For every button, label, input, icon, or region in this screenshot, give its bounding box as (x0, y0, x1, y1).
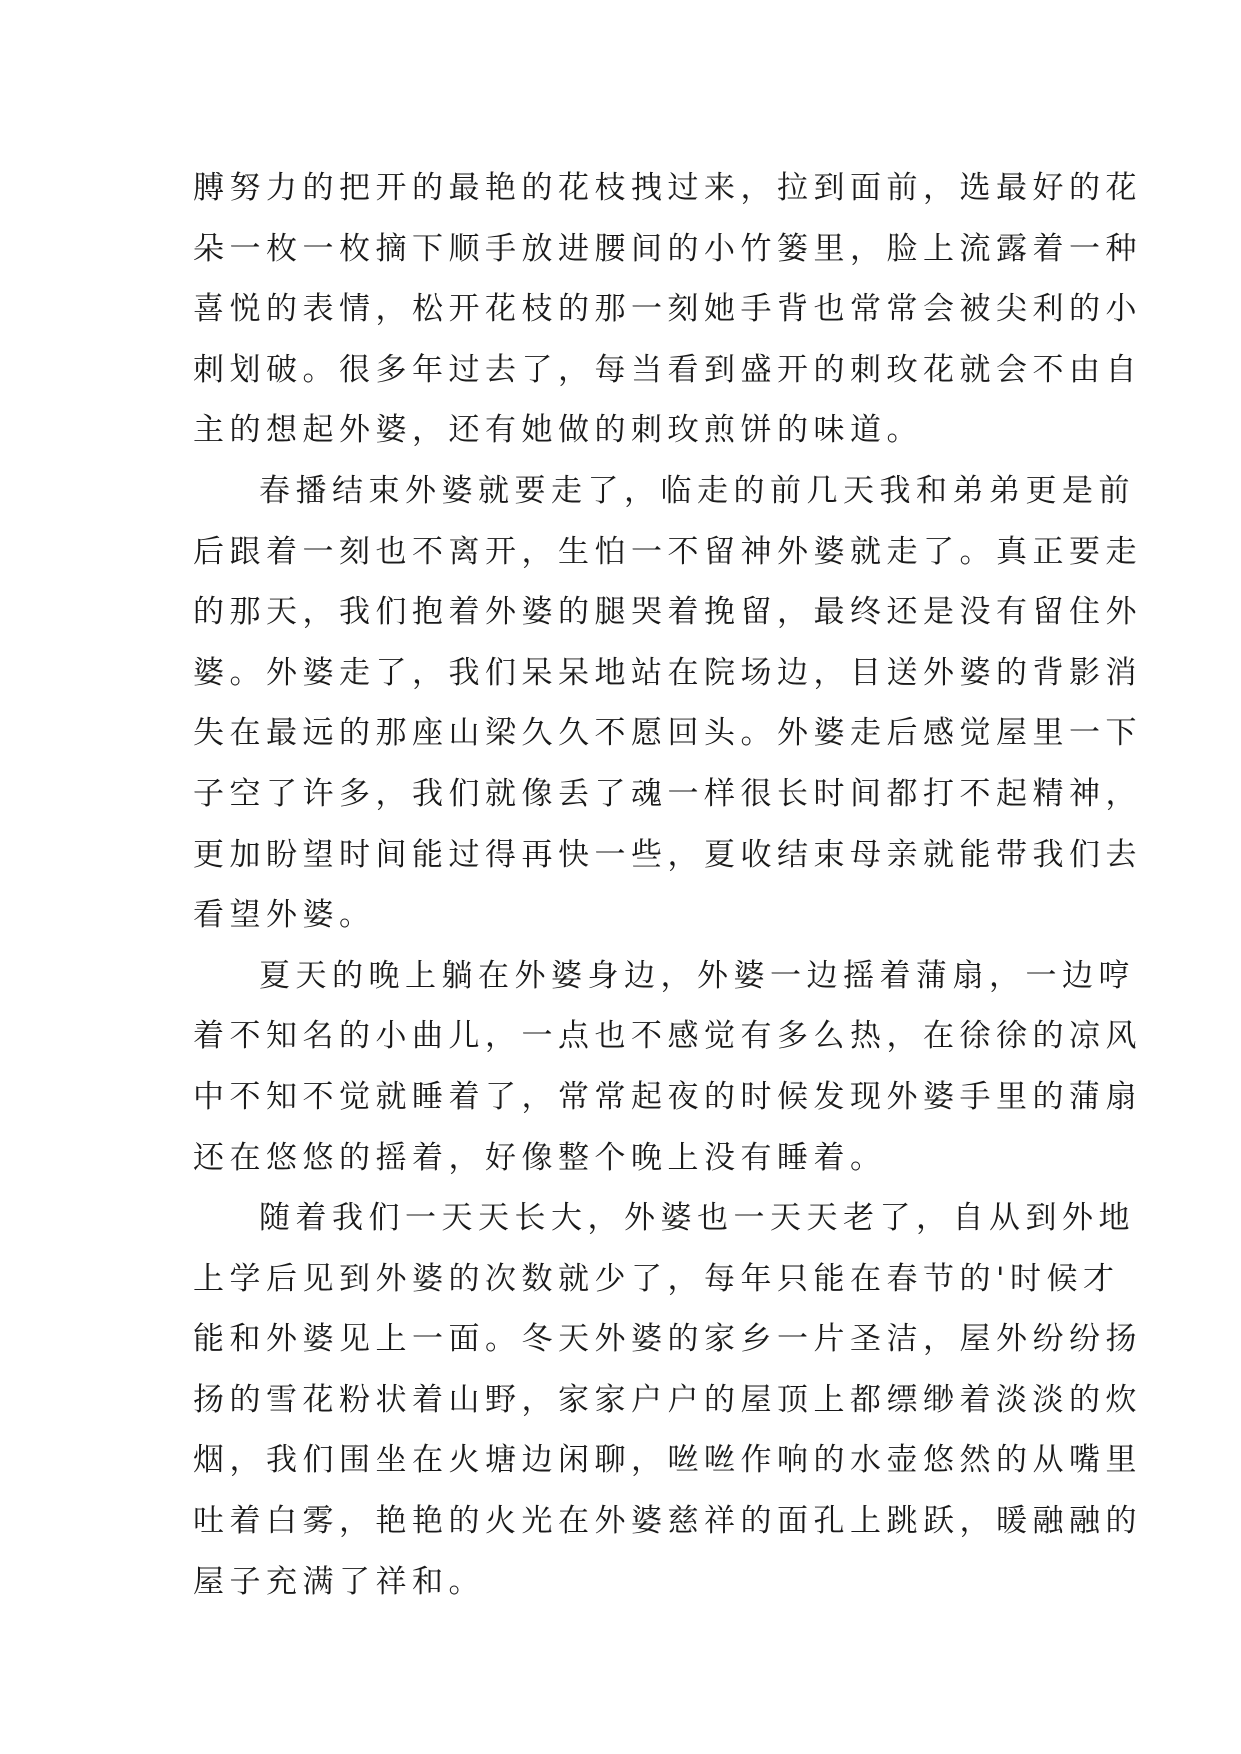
text-line: 膊努力的把开的最艳的花枝拽过来，拉到面前，选最好的花 (193, 170, 1142, 206)
text-line: 子空了许多，我们就像丢了魂一样很长时间都打不起精神， (193, 775, 1142, 812)
text-line: 中不知不觉就睡着了，常常起夜的时候发现外婆手里的蒲扇 (193, 1078, 1142, 1115)
text-line: 扬的雪花粉状着山野，家家户户的屋顶上都缥缈着淡淡的炊 (193, 1381, 1142, 1418)
text-line: 更加盼望时间能过得再快一些，夏收结束母亲就能带我们去 (193, 836, 1142, 873)
text-line: 上学后见到外婆的次数就少了，每年只能在春节的'时候才 (193, 1260, 1120, 1297)
paragraph-first-line: 春播结束外婆就要走了，临走的前几天我和弟弟更是前 (259, 472, 1135, 509)
text-line: 后跟着一刻也不离开，生怕一不留神外婆就走了。真正要走 (193, 533, 1142, 570)
text-line: 看望外婆。 (193, 897, 376, 934)
text-line: 能和外婆见上一面。冬天外婆的家乡一片圣洁，屋外纷纷扬 (193, 1321, 1142, 1358)
text-line: 失在最远的那座山梁久久不愿回头。外婆走后感觉屋里一下 (193, 715, 1142, 752)
text-line: 吐着白雾，艳艳的火光在外婆慈祥的面孔上跳跃，暖融融的 (193, 1503, 1142, 1540)
text-line: 烟，我们围坐在火塘边闲聊，咝咝作响的水壶悠然的从嘴里 (193, 1442, 1142, 1479)
paragraph-first-line: 夏天的晚上躺在外婆身边，外婆一边摇着蒲扇，一边哼 (259, 957, 1135, 994)
text-line: 着不知名的小曲儿，一点也不感觉有多么热，在徐徐的凉风 (193, 1018, 1142, 1055)
text-line: 屋子充满了祥和。 (193, 1563, 485, 1600)
text-line: 喜悦的表情，松开花枝的那一刻她手背也常常会被尖利的小 (193, 291, 1142, 328)
text-line: 婆。外婆走了，我们呆呆地站在院场边，目送外婆的背影消 (193, 654, 1142, 691)
document-body (193, 158, 1142, 1612)
text-line: 还在悠悠的摇着，好像整个晚上没有睡着。 (193, 1139, 887, 1176)
text-line: 主的想起外婆，还有她做的刺玫煎饼的味道。 (193, 412, 923, 449)
text-line: 朵一枚一枚摘下顺手放进腰间的小竹篓里，脸上流露着一种 (193, 230, 1142, 267)
paragraph-first-line: 随着我们一天天长大，外婆也一天天老了，自从到外地 (259, 1200, 1135, 1237)
text-line: 的那天，我们抱着外婆的腿哭着挽留，最终还是没有留住外 (193, 594, 1142, 631)
text-line: 刺划破。很多年过去了，每当看到盛开的刺玫花就会不由自 (193, 351, 1142, 388)
